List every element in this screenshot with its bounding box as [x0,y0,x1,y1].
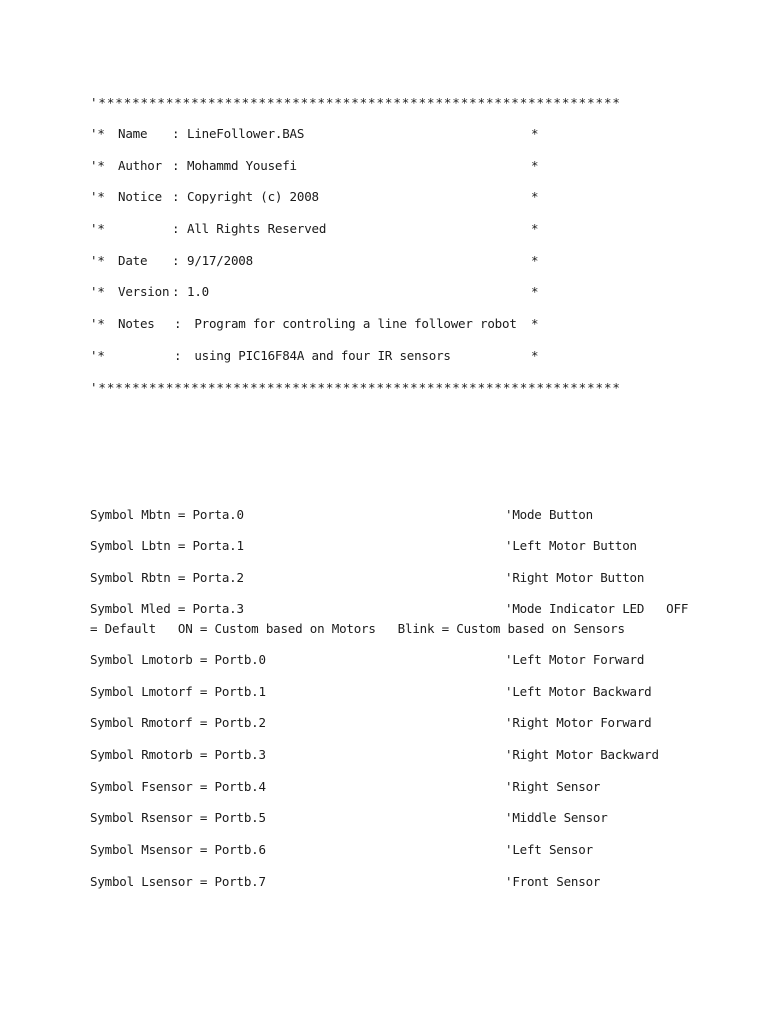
header-value: LineFollower.BAS [187,126,305,141]
header-sep: : [174,348,182,363]
symbol-comment: 'Left Motor Button [505,538,637,553]
header-value: Program for controling a line follower robot [187,316,517,331]
header-border-top: '************************************************************** [90,95,621,110]
symbol-decl: Symbol Lsensor = Portb.7 [90,874,266,889]
header-star: * [531,158,539,173]
header-prefix: '* [90,126,105,141]
header-value: using PIC16F84A and four IR sensors [187,348,451,363]
header-sep: : [172,284,180,299]
header-value: 9/17/2008 [187,253,253,268]
symbol-comment: 'Mode Button [505,507,593,522]
header-border-bottom: '************************************************************** [90,380,621,395]
symbol-decl: Symbol Lmotorb = Portb.0 [90,652,266,667]
header-prefix: '* [90,348,105,363]
header-label: Name [118,126,148,141]
symbol-comment-continuation: = Default ON = Custom based on Motors Blink = Custom based on Sensors [90,621,625,636]
header-sep: : [174,316,182,331]
header-prefix: '* [90,284,105,299]
header-prefix: '* [90,221,105,236]
header-star: * [531,348,539,363]
header-label: Version [118,284,170,299]
symbol-comment: 'Front Sensor [505,874,601,889]
symbol-decl: Symbol Lbtn = Porta.1 [90,538,244,553]
header-sep: : [172,253,180,268]
symbol-decl: Symbol Mled = Porta.3 [90,601,244,616]
symbol-comment: 'Left Motor Backward [505,684,652,699]
header-label: Author [118,158,162,173]
header-sep: : [172,189,180,204]
header-prefix: '* [90,316,105,331]
header-value: Mohammd Yousefi [187,158,297,173]
symbol-comment: 'Left Motor Forward [505,652,645,667]
header-label: Notice [118,189,162,204]
header-label: Date [118,253,148,268]
header-star: * [531,316,539,331]
symbol-decl: Symbol Rbtn = Porta.2 [90,570,244,585]
symbol-decl: Symbol Mbtn = Porta.0 [90,507,244,522]
symbol-comment: 'Right Sensor [505,779,601,794]
symbol-comment: 'Mode Indicator LED OFF [505,601,689,616]
symbol-decl: Symbol Rmotorf = Portb.2 [90,715,266,730]
symbol-comment: 'Right Motor Backward [505,747,659,762]
header-value: 1.0 [187,284,209,299]
header-star: * [531,189,539,204]
header-label: Notes [118,316,155,331]
symbol-comment: 'Right Motor Button [505,570,645,585]
header-prefix: '* [90,189,105,204]
symbol-decl: Symbol Lmotorf = Portb.1 [90,684,266,699]
symbol-decl: Symbol Rmotorb = Portb.3 [90,747,266,762]
header-sep: : [172,126,180,141]
header-star: * [531,253,539,268]
symbol-decl: Symbol Msensor = Portb.6 [90,842,266,857]
header-prefix: '* [90,158,105,173]
header-value: All Rights Reserved [187,221,327,236]
symbol-comment: 'Middle Sensor [505,810,608,825]
header-star: * [531,126,539,141]
header-sep: : [172,158,180,173]
symbol-decl: Symbol Fsensor = Portb.4 [90,779,266,794]
symbol-comment: 'Right Motor Forward [505,715,652,730]
header-value: Copyright (c) 2008 [187,189,319,204]
header-prefix: '* [90,253,105,268]
header-star: * [531,284,539,299]
header-sep: : [172,221,180,236]
symbol-comment: 'Left Sensor [505,842,593,857]
header-star: * [531,221,539,236]
symbol-decl: Symbol Rsensor = Portb.5 [90,810,266,825]
